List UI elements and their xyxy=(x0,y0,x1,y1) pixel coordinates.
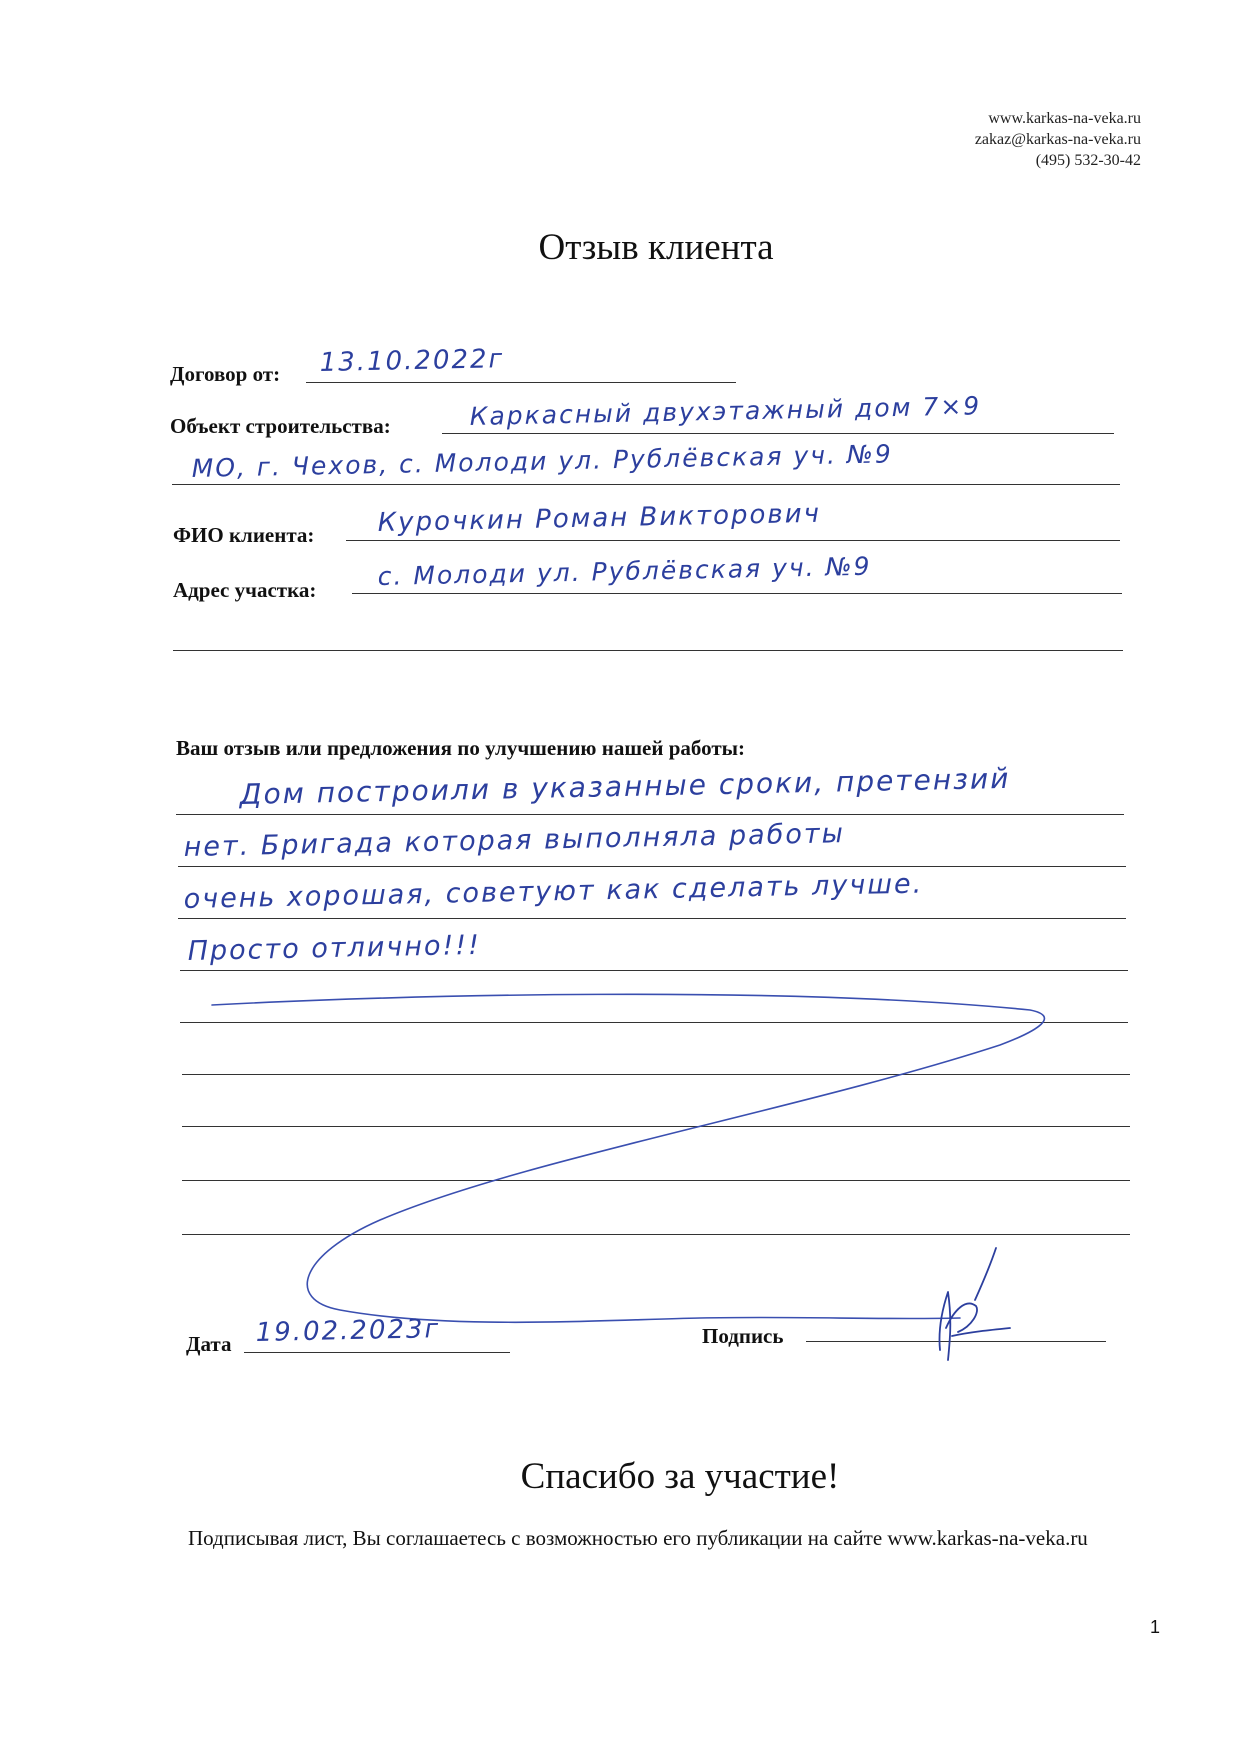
feedback-label: Ваш отзыв или предложения по улучшению нашей работы: xyxy=(176,736,746,760)
object-label: Объект строительства: xyxy=(170,414,391,438)
client-label: ФИО клиента: xyxy=(173,523,315,547)
object-value-line1: Каркасный двухэтажный дом 7×9 xyxy=(469,391,982,431)
date-line xyxy=(244,1352,510,1353)
date-label: Дата xyxy=(186,1332,232,1356)
address-label: Адрес участка: xyxy=(173,578,317,602)
contact-website: www.karkas-na-veka.ru xyxy=(988,110,1141,127)
address-value: с. Молоди ул. Рублёвская уч. №9 xyxy=(377,551,872,591)
contract-value: 13.10.2022г xyxy=(319,344,505,378)
feedback-text-2: нет. Бригада которая выполняла работы xyxy=(183,818,846,863)
contract-label: Договор от: xyxy=(170,362,281,386)
thanks-heading: Спасибо за участие! xyxy=(520,1456,840,1497)
feedback-text-4: Просто отлично!!! xyxy=(187,929,482,967)
page-number: 1 xyxy=(1150,1617,1161,1637)
date-value: 19.02.2023г xyxy=(255,1314,441,1348)
object-value-line2: МО, г. Чехов, с. Молоди ул. Рублёвская уч. №9 xyxy=(191,439,894,483)
page-title: Отзыв клиента xyxy=(538,227,774,268)
signature-label: Подпись xyxy=(702,1324,784,1348)
publication-note: Подписывая лист, Вы соглашаетесь с возможностью его публикации на сайте www.karkas-na-veka.ru xyxy=(188,1526,1088,1550)
signature-mark xyxy=(880,1240,1020,1370)
feedback-text-1: Дом построили в указанные сроки, претензий xyxy=(239,761,1011,811)
client-value: Курочкин Роман Викторович xyxy=(377,498,822,538)
contact-email: zakaz@karkas-na-veka.ru xyxy=(974,131,1141,148)
contact-phone: (495) 532-30-42 xyxy=(1035,152,1141,169)
feedback-text-3: очень хорошая, советуют как сделать лучше. xyxy=(183,868,924,915)
